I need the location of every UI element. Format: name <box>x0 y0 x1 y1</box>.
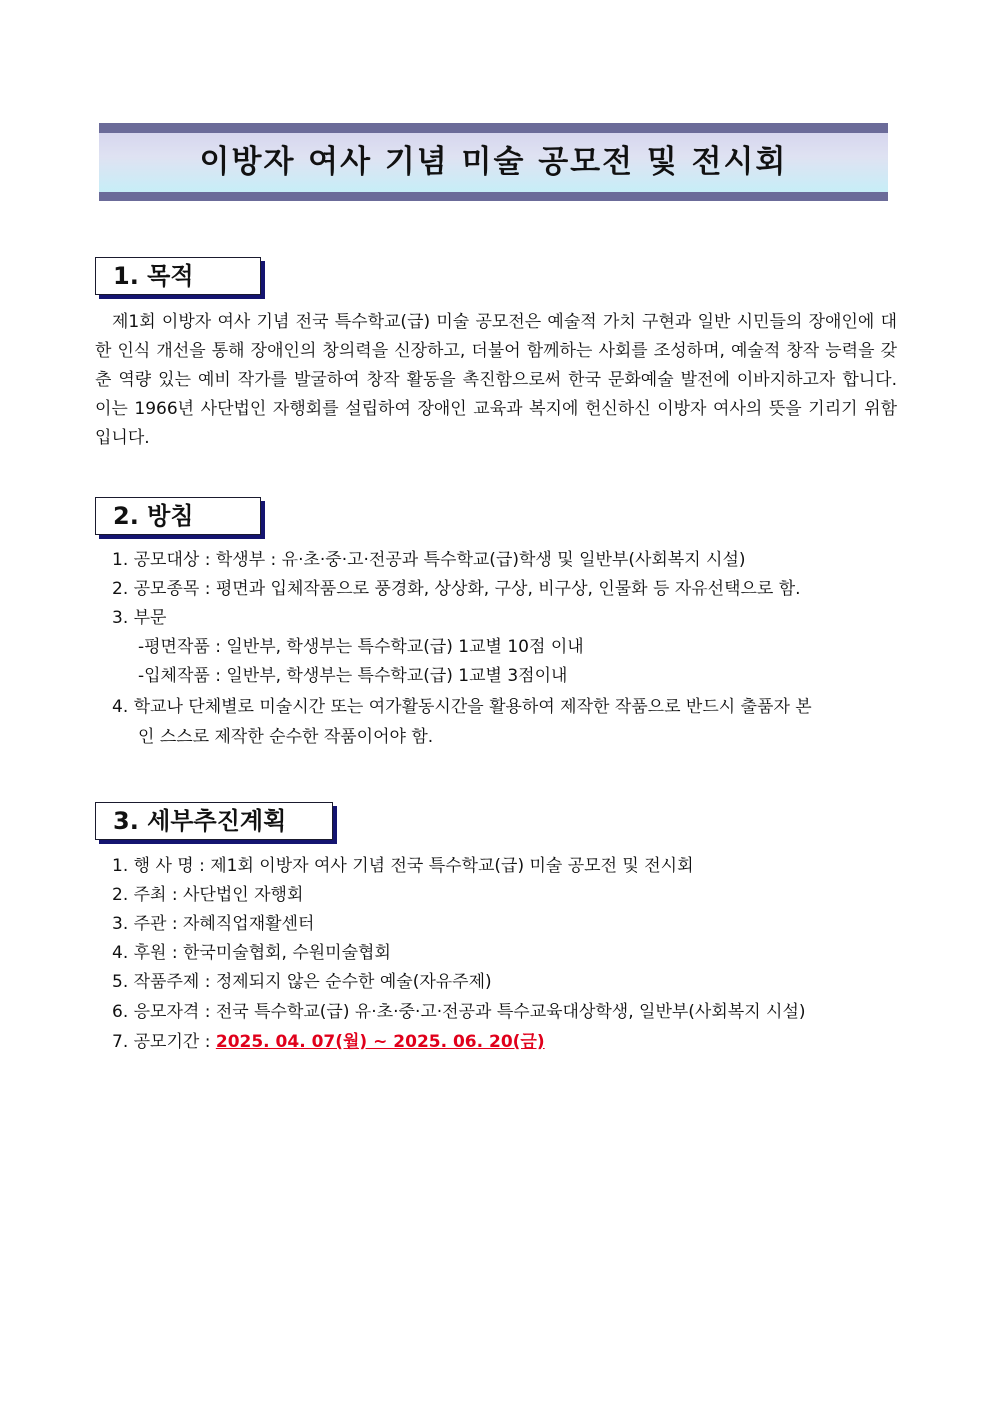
title-box <box>99 123 888 201</box>
policy-subitem-3d: -입체작품 : 일반부, 학생부는 특수학교(급) 1교별 3점이내 <box>138 666 568 686</box>
purpose-paragraph: 제1회 이방자 여사 기념 전국 특수학교(급) 미술 공모전은 예술적 가치 구현과 일반 시민들의 장애인에 대한 인식 개선을 통해 장애인의 창의력을 신장하고, 더불어 함께하는 사회를 조성하며, 예술적 창작 능력을 갖춘 역량 있는 예비 작가를 발굴하여 창작 활동을 촉진함으로써 한국 문화예술 발전에 이바지하고자 합니다. 이는 1966년 사단법인 자행회를 설립하여 장애인 교육과 복지에 헌신하신 이방자 여사의 뜻을 기리기 위함입니다. <box>95 312 897 448</box>
title-bottom-bar <box>99 192 888 201</box>
policy-subitem-flat: -평면작품 : 일반부, 학생부는 특수학교(급) 1교별 10점 이내 <box>138 637 584 657</box>
policy-item-4: 4. 학교나 단체별로 미술시간 또는 여가활동시간을 활용하여 제작한 작품으로 반드시 출품자 본 <box>112 697 812 717</box>
document-title: 이방자 여사 기념 미술 공모전 및 전시회 <box>199 144 788 180</box>
section-heading-label: 1. 목적 <box>113 262 194 290</box>
plan-item-7 <box>112 1028 545 1057</box>
period-label: 7. 공모기간 : <box>112 1032 216 1052</box>
section-heading-purpose <box>95 257 261 295</box>
section-heading-label: 2. 방침 <box>113 502 194 530</box>
title-top-bar <box>99 123 888 133</box>
section-heading-policy <box>95 497 261 535</box>
plan-item-1: 1. 행 사 명 : 제1회 이방자 여사 기념 전국 특수학교(급) 미술 공모전 및 전시회 <box>112 856 694 876</box>
policy-item-4-continued: 인 스스로 제작한 순수한 작품이어야 함. <box>138 727 434 747</box>
plan-item-2: 2. 주최 : 사단법인 자행회 <box>112 885 304 905</box>
period-dates: 2025. 04. 07(월) ~ 2025. 06. 20(금) <box>215 1032 545 1052</box>
plan-item-5: 5. 작품주제 : 정제되지 않은 순수한 예술(자유주제) <box>112 972 492 992</box>
plan-item-4: 4. 후원 : 한국미술협회, 수원미술협회 <box>112 943 391 963</box>
policy-item-3: 3. 부문 <box>112 608 167 628</box>
policy-item-1: 1. 공모대상 : 학생부 : 유·초·중·고·전공과 특수학교(급)학생 및 일반부(사회복지 시설) <box>112 550 746 570</box>
section-heading-plan <box>95 802 333 840</box>
policy-item-2: 2. 공모종목 : 평면과 입체작품으로 풍경화, 상상화, 구상, 비구상, 인물화 등 자유선택으로 함. <box>112 579 801 599</box>
section-heading-label: 3. 세부추진계획 <box>113 807 287 835</box>
plan-item-3: 3. 주관 : 자혜직업재활센터 <box>112 914 315 934</box>
plan-item-6: 6. 응모자격 : 전국 특수학교(급) 유·초·중·고·전공과 특수교육대상학생, 일반부(사회복지 시설) <box>112 1002 806 1022</box>
